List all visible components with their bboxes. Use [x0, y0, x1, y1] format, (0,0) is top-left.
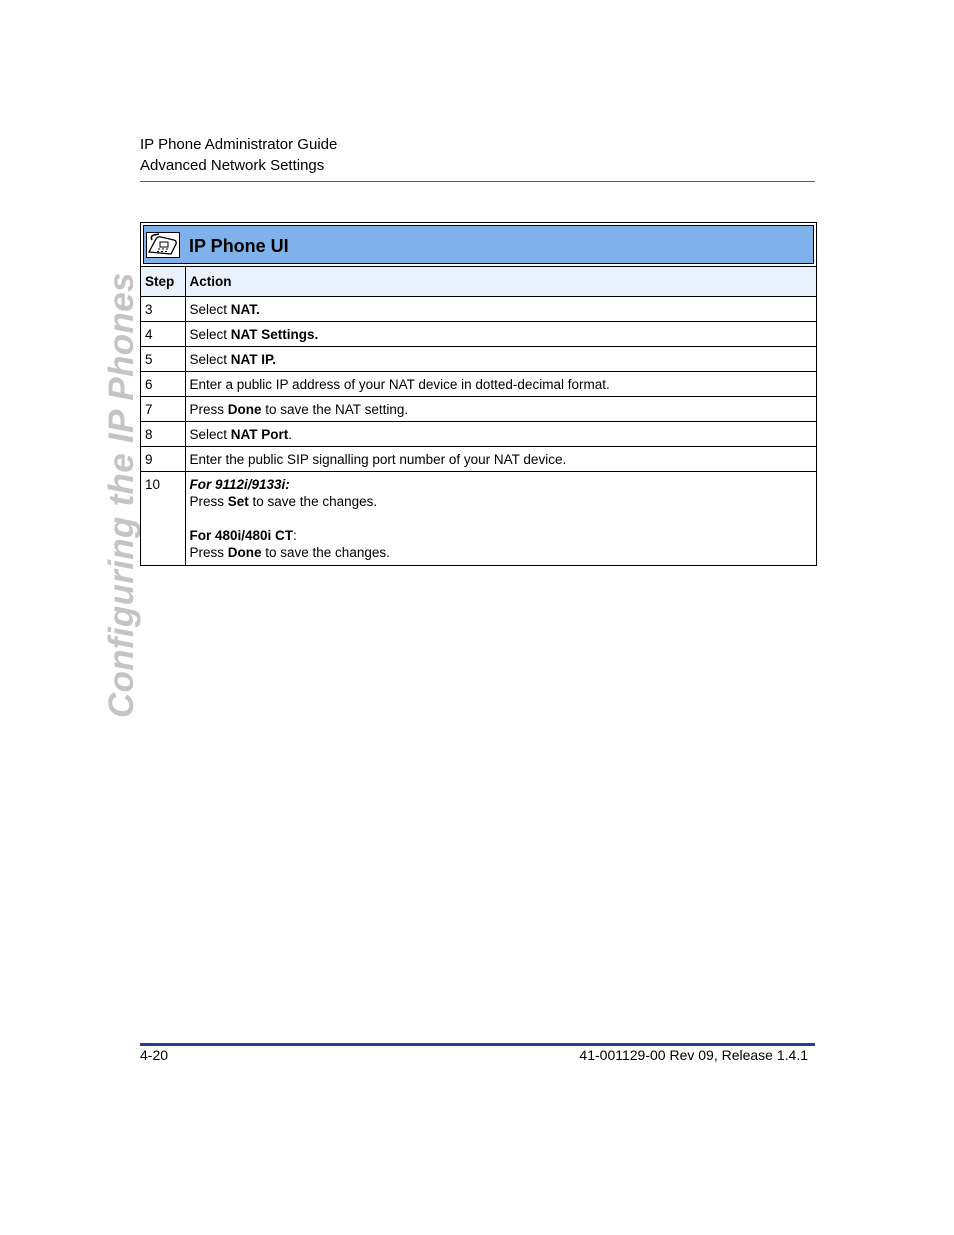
action-text: . — [288, 426, 293, 442]
table-row — [141, 422, 816, 447]
action-text: Enter a public IP address of your NAT device in dotted-decimal format. — [189, 376, 610, 392]
action-keyword: NAT. — [230, 301, 260, 317]
action-keyword: Done — [227, 401, 262, 417]
action-text: Press — [189, 494, 228, 509]
action-keyword: Set — [227, 494, 249, 509]
step-number: 7 — [141, 397, 185, 422]
action-text: to save the changes. — [261, 545, 390, 560]
table-row — [141, 322, 816, 347]
step-number: 10 — [141, 472, 185, 566]
steps-body — [141, 297, 816, 566]
table-row — [141, 397, 816, 422]
step-action — [185, 322, 816, 347]
step-action — [185, 422, 816, 447]
table-row — [141, 372, 816, 397]
footer-rule — [140, 1043, 815, 1046]
step-action — [185, 297, 816, 322]
action-text: Press — [189, 545, 228, 560]
step-number: 9 — [141, 447, 185, 472]
procedure-banner — [143, 225, 814, 264]
action-keyword: NAT IP. — [230, 351, 277, 367]
action-keyword: Done — [227, 545, 262, 560]
table-row — [141, 472, 816, 566]
step-action — [185, 447, 816, 472]
step-number: 3 — [141, 297, 185, 322]
table-row — [141, 297, 816, 322]
action-text: Enter the public SIP signalling port number of your NAT device. — [189, 451, 567, 467]
action-text: to save the NAT setting. — [261, 401, 409, 417]
step-number: 5 — [141, 347, 185, 372]
step-number: 4 — [141, 322, 185, 347]
header-rule — [140, 181, 815, 182]
action-keyword: NAT Settings. — [230, 326, 319, 342]
step-action — [185, 472, 816, 566]
model-heading: For 480i/480i CT — [189, 528, 294, 543]
step-number: 6 — [141, 372, 185, 397]
action-text: Select — [189, 426, 231, 442]
steps-table — [141, 266, 816, 565]
table-header-row — [141, 267, 816, 297]
action-text: Press — [189, 401, 228, 417]
phone-icon — [146, 232, 180, 258]
action-keyword: NAT Port — [230, 426, 289, 442]
step-action — [185, 397, 816, 422]
document-id: 41-001129-00 Rev 09, Release 1.4.1 — [579, 1047, 808, 1063]
action-text: : — [293, 528, 297, 543]
model-heading: For 9112i/9133i: — [189, 477, 290, 492]
action-text: Select — [189, 326, 231, 342]
step-action — [185, 347, 816, 372]
procedure-table — [140, 222, 817, 566]
step-action — [185, 372, 816, 397]
page-number: 4-20 — [140, 1047, 169, 1063]
action-text: Select — [189, 301, 231, 317]
column-header-action: Action — [185, 267, 816, 297]
table-row — [141, 347, 816, 372]
table-row — [141, 447, 816, 472]
column-header-step: Step — [141, 267, 185, 297]
chapter-side-title: Configuring the IP Phones — [102, 272, 141, 718]
action-text: Select — [189, 351, 231, 367]
header-guide-title: IP Phone Administrator Guide — [140, 136, 338, 153]
action-text: to save the changes. — [248, 494, 378, 509]
header-section-title: Advanced Network Settings — [140, 157, 325, 174]
procedure-title: IP Phone UI — [189, 236, 289, 256]
step-number: 8 — [141, 422, 185, 447]
